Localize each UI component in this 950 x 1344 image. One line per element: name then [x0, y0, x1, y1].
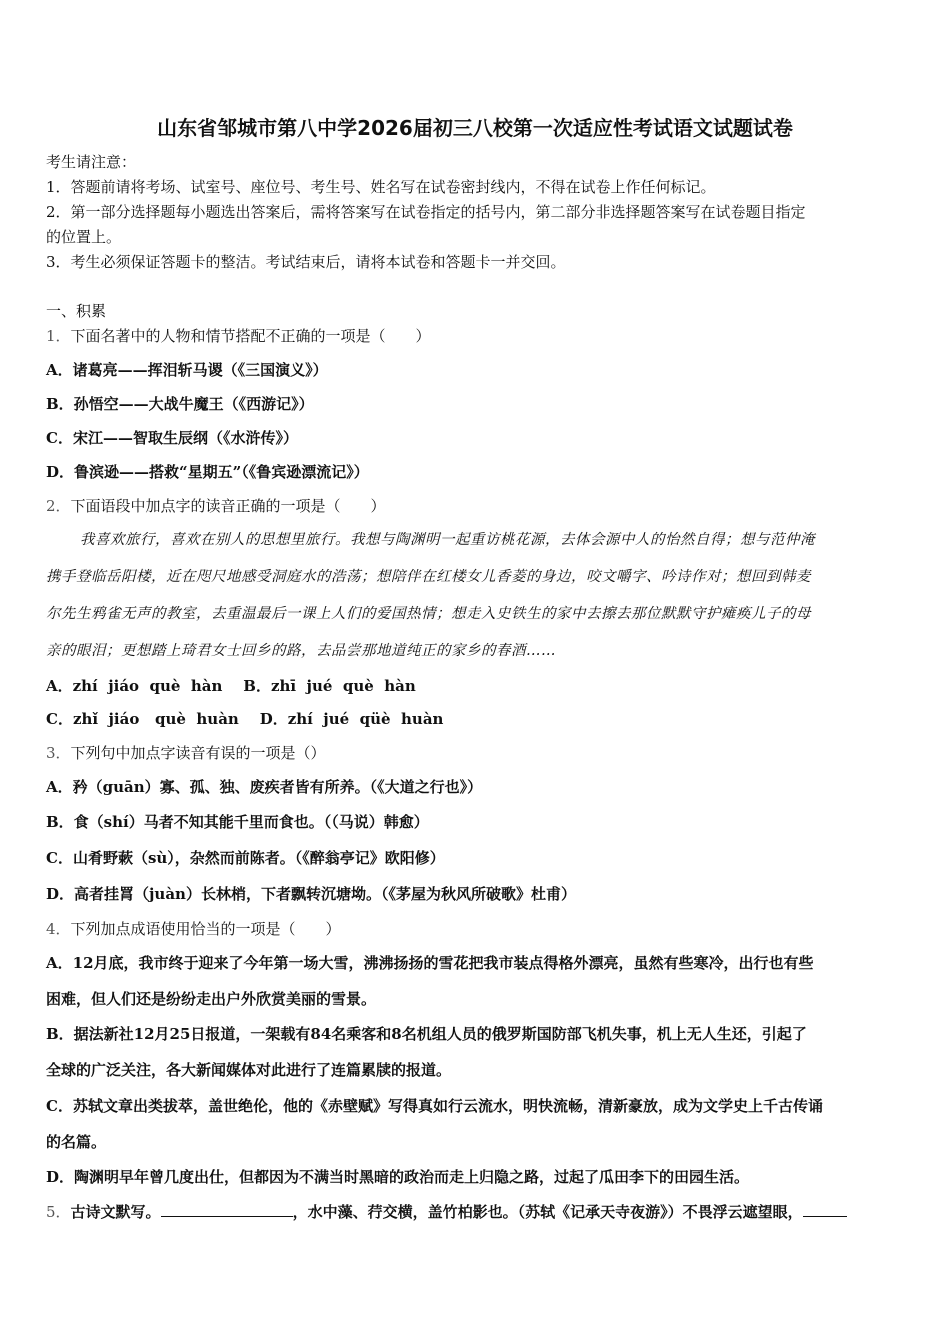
q2-options-cd: C．zhǐ jiáo què huàn D．zhí jué qüè huàn — [46, 710, 444, 728]
question-stem: 下面语段中加点字的读音正确的一项是（ ） — [70, 497, 386, 515]
q4-option-line: C．苏轼文章出类拔萃，盖世绝伦，他的《赤壁赋》写得真如行云流水，明快流畅，清新豪放，成为文学史上千古传诵 — [46, 1097, 823, 1115]
question-number: 4． — [46, 920, 71, 938]
q4-option-line: B．据法新社12月25日报道，一架载有84名乘客和8名机组人员的俄罗斯国防部飞机失事，机上无人生还，引起了 — [46, 1025, 807, 1043]
q1-option-c: C．宋江——智取生辰纲（《水浒传》） — [46, 429, 298, 447]
q4-option-line: D．陶渊明早年曾几度出仕，但都因为不满当时黑暗的政治而走上归隐之路，过起了瓜田李下的田园生活。 — [46, 1168, 750, 1186]
question-stem: 下面名著中的人物和情节搭配不正确的一项是（ ） — [70, 327, 431, 345]
answer-blank[interactable] — [161, 1202, 293, 1217]
q4-option-line: A．12月底，我市终于迎来了今年第一场大雪，沸沸扬扬的雪花把我市装点得格外漂亮，虽然有些寒冷，出行也有些 — [46, 954, 814, 972]
notice-item: 3．考生必须保证答题卡的整洁。考试结束后，请将本试卷和答题卡一并交回。 — [46, 253, 566, 271]
q2-options-ab: A．zhí jiáo què hàn B．zhī jué què hàn — [46, 677, 416, 695]
passage-line: 携手登临岳阳楼，近在咫尺地感受洞庭水的浩荡；想陪伴在红楼女儿香菱的身边，咬文嚼字、吟诗作对；想回到韩麦 — [46, 569, 811, 585]
section-heading: 一、积累 — [46, 302, 107, 320]
q1-option-b: B．孙悟空——大战牛魔王（《西游记》） — [46, 395, 314, 413]
q4-option-line: 全球的广泛关注，各大新闻媒体对此进行了连篇累牍的报道。 — [46, 1061, 452, 1079]
question-5 — [46, 1202, 847, 1222]
question-number: 2． — [46, 497, 71, 515]
question-stem: 下列句中加点字读音有误的一项是（） — [70, 744, 326, 762]
question-stem: 下列加点成语使用恰当的一项是（ ） — [70, 920, 341, 938]
notice-item: 2．第一部分选择题每小题选出答案后，需将答案写在试卷指定的括号内，第二部分非选择题答案写在试卷题目指定 — [46, 203, 806, 221]
question-number: 3． — [46, 744, 71, 762]
question-stem: 古诗文默写。 — [70, 1203, 161, 1221]
notice-item: 的位置上。 — [46, 228, 122, 246]
q4-option-line: 的名篇。 — [46, 1133, 107, 1151]
q3-option-d: D．高者挂罥（juàn）长林梢，下者飘转沉塘坳。（《茅屋为秋风所破歌》杜甫） — [46, 885, 576, 903]
question-4 — [46, 919, 341, 939]
notice-item: 1．答题前请将考场、试室号、座位号、考生号、姓名写在试卷密封线内，不得在试卷上作任何标记。 — [46, 178, 716, 196]
passage-line: 我喜欢旅行，喜欢在别人的思想里旅行。我想与陶渊明一起重访桃花源，去体会源中人的怡然自得；想与范仲淹 — [80, 532, 815, 548]
passage-line: 亲的眼泪；更想踏上琦君女士回乡的路，去品尝那地道纯正的家乡的春酒…… — [46, 643, 556, 659]
q4-option-line: 困难，但人们还是纷纷走出户外欣赏美丽的雪景。 — [46, 990, 377, 1008]
question-1 — [46, 326, 431, 346]
question-3 — [46, 743, 326, 763]
q3-option-c: C．山肴野蔌（sù），杂然而前陈者。（《醉翁亭记》欧阳修） — [46, 849, 445, 867]
question-stem-continued: ，水中藻、荇交横，盖竹柏影也。（苏轼《记承天寺夜游》）不畏浮云遮望眼， — [292, 1203, 803, 1221]
answer-blank[interactable] — [803, 1202, 847, 1217]
passage-line: 尔先生鸦雀无声的教室，去重温最后一课上人们的爱国热情；想走入史铁生的家中去擦去那位默默守护瘫痪儿子的母 — [46, 606, 811, 622]
question-number: 5． — [46, 1203, 71, 1221]
question-number: 1． — [46, 327, 71, 345]
q3-option-b: B．食（shí）马者不知其能千里而食也。（（马说）韩愈） — [46, 813, 429, 831]
q1-option-a: A．诸葛亮——挥泪斩马谡（《三国演义》） — [46, 361, 328, 379]
q1-option-d: D．鲁滨逊——搭救“星期五”（《鲁宾逊漂流记》） — [46, 463, 369, 481]
q3-option-a: A．矜（guān）寡、孤、独、废疾者皆有所养。（《大道之行也》） — [46, 778, 483, 796]
page-title: 山东省邹城市第八中学2026届初三八校第一次适应性考试语文试题试卷 — [157, 116, 793, 140]
notice-heading: 考生请注意： — [46, 153, 137, 171]
question-2 — [46, 496, 386, 516]
